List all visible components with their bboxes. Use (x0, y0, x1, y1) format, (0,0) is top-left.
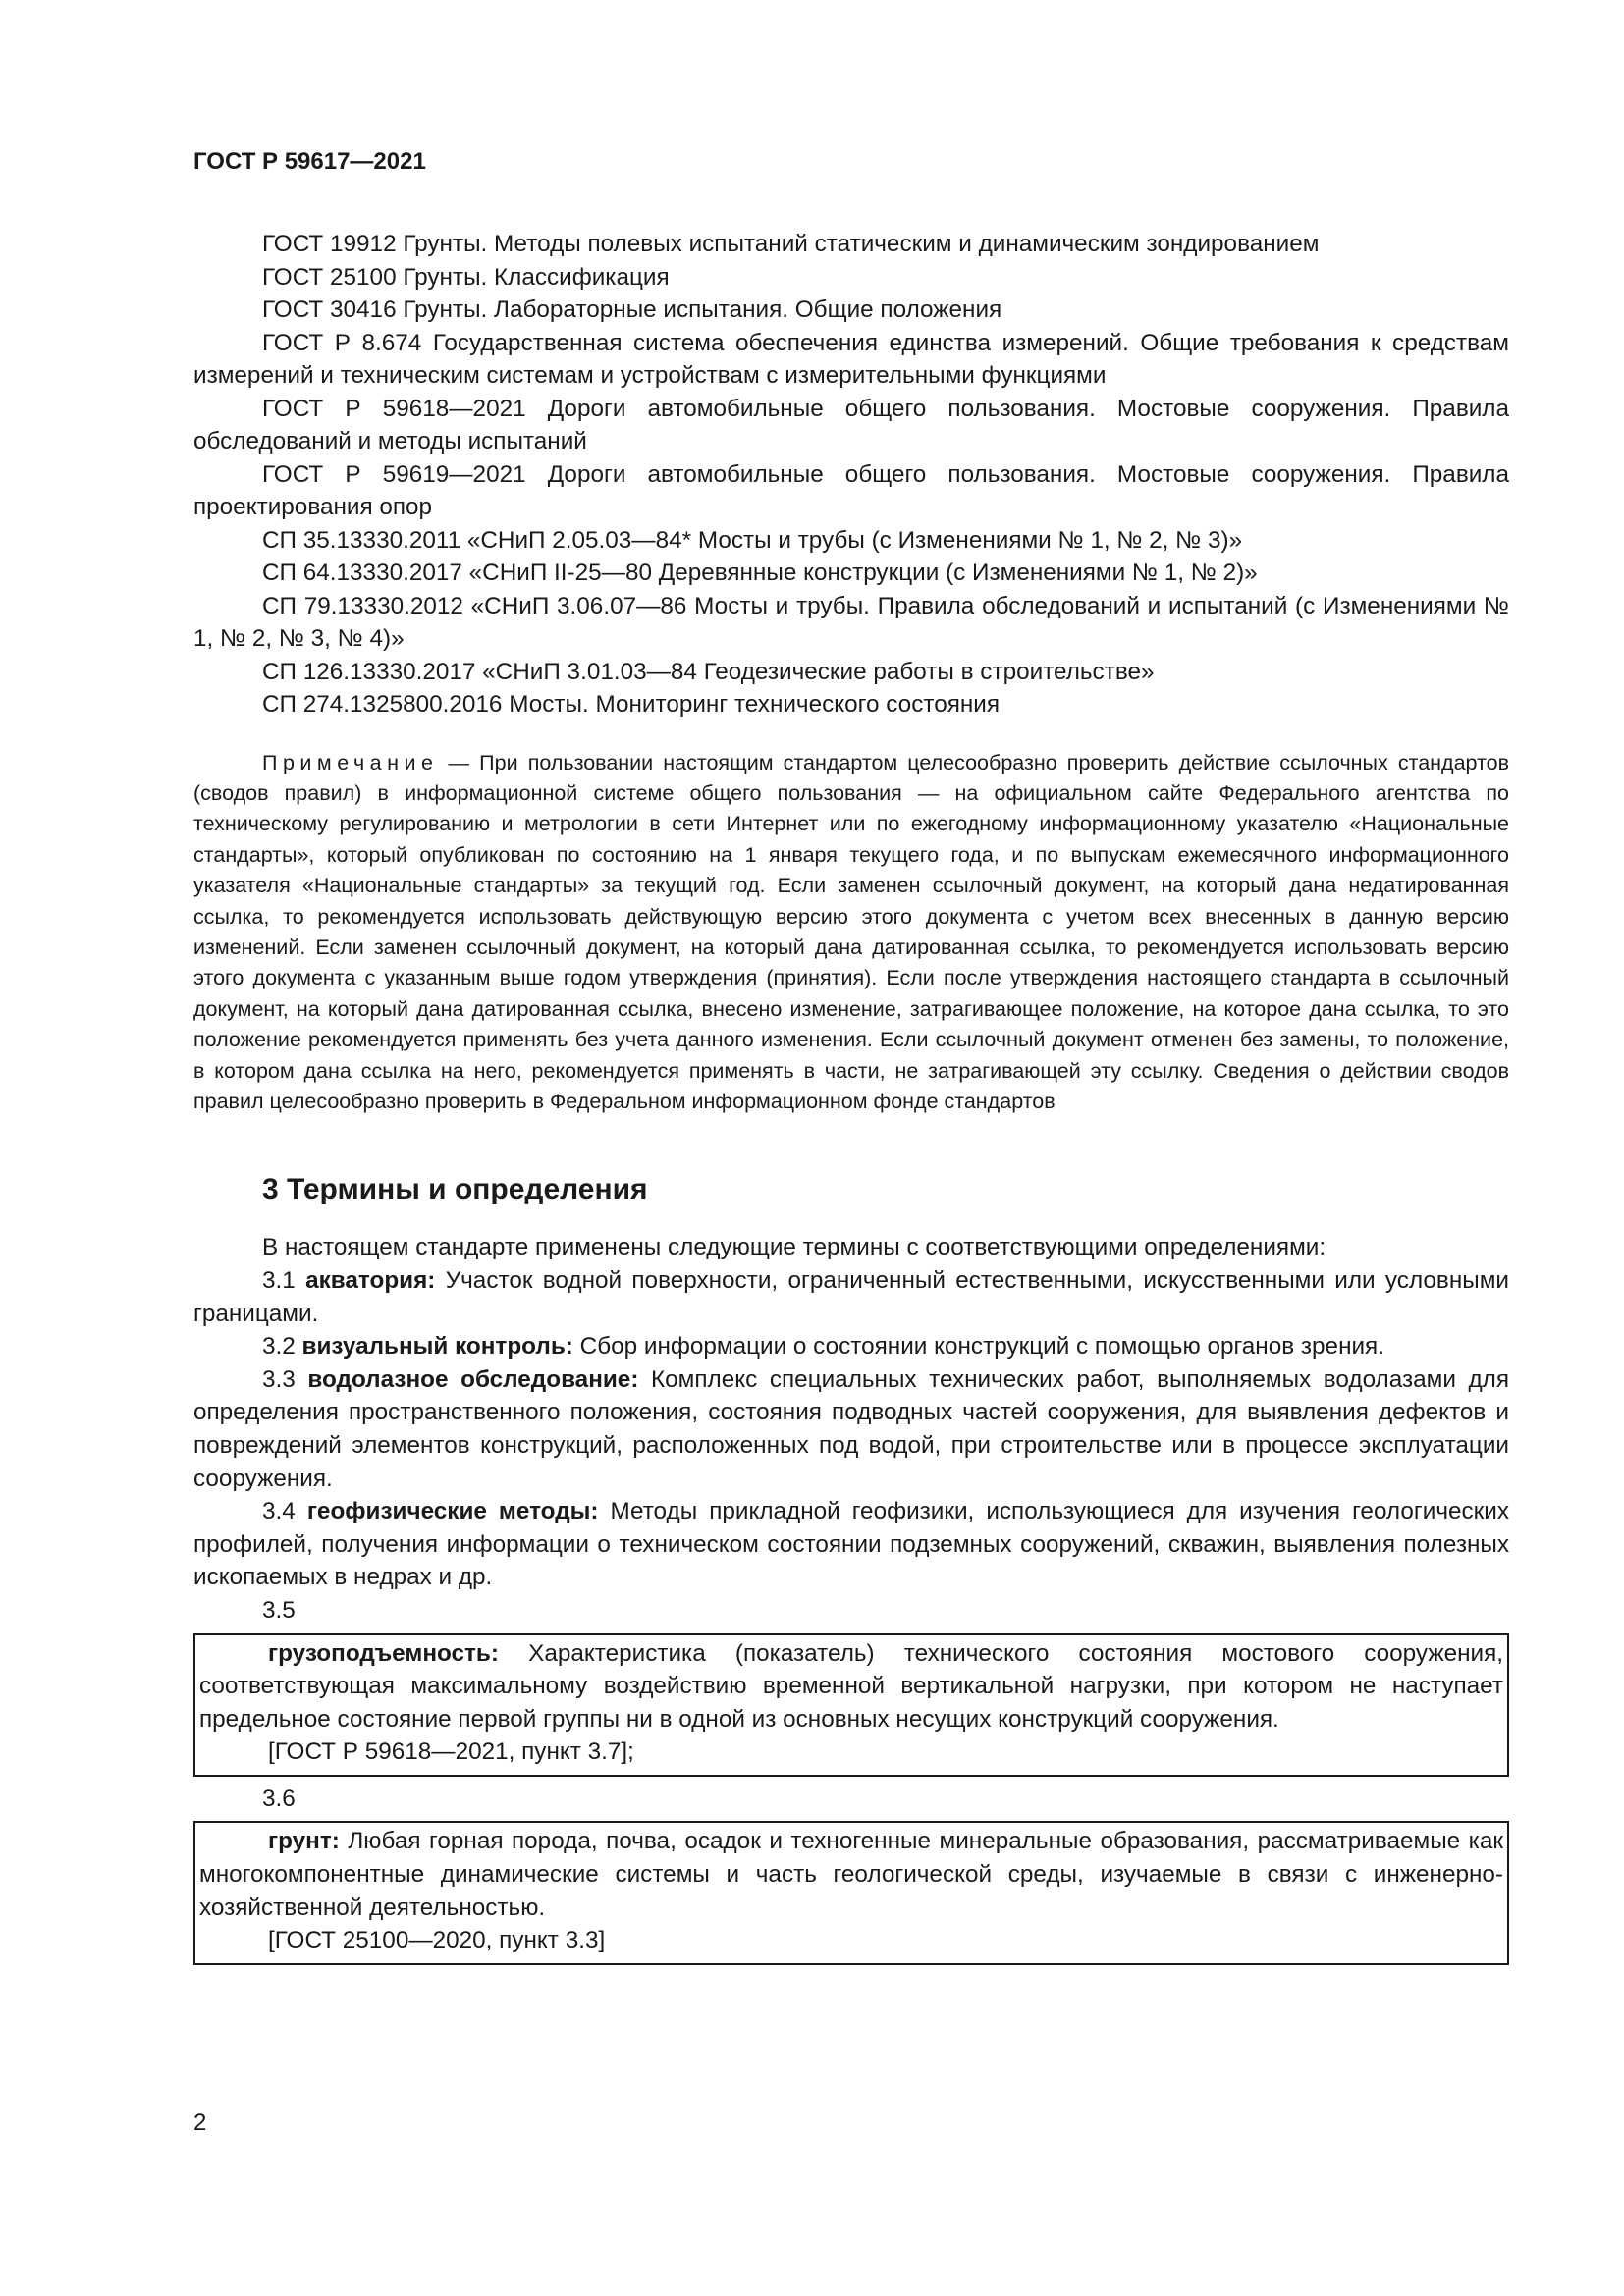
boxed-term-entry (195, 1825, 1507, 1924)
note-label: Примечание (262, 750, 439, 774)
standard-number-header: ГОСТ Р 59617—2021 (193, 148, 426, 175)
document-page (193, 147, 1509, 1971)
term-definition: Методы прикладной геофизики, использующиеся для изучения геологических профилей, получения информации о техническом состоянии подземных сооружений, скважин, выявления полезных ископаемых в недрах и др. (193, 1498, 1509, 1591)
term-definition: Сбор информации о состоянии конструкций с помощью органов зрения. (572, 1333, 1384, 1361)
reference-item: СП 274.1325800.2016 Мосты. Мониторинг технического состояния (262, 691, 1001, 718)
reference-item: ГОСТ 30416 Грунты. Лабораторные испытания. Общие положения (262, 296, 1002, 323)
reference-item: СП 35.13330.2011 «СНиП 2.05.03—84* Мосты и трубы (с Изменениями № 1, № 2, № 3)» (262, 526, 1243, 554)
note-paragraph (193, 748, 1509, 1118)
term-definition: Комплекс специальных технических работ, выполняемых водолазами для определения пространственного положения, состояния подводных частей сооружения, для выявления дефектов и повреждений элементов конструкций, расположенных под водой, при строительстве или в процессе эксплуатации сооружения. (193, 1365, 1509, 1492)
term-entry (193, 1495, 1509, 1594)
term-source: [ГОСТ 25100—2020, пункт 3.3] (268, 1927, 606, 1954)
term-number: 3.1 (262, 1266, 296, 1294)
reference-item: СП 64.13330.2017 «СНиП II-25—80 Деревянные конструкции (с Изменениями № 1, № 2)» (262, 560, 1258, 586)
term-definition: Участок водной поверхности, ограниченный естественными, искусственными или условными границами. (193, 1266, 1509, 1327)
term-word: водолазное обследование: (307, 1365, 639, 1393)
term-source: [ГОСТ Р 59618—2021, пункт 3.7]; (268, 1738, 634, 1766)
reference-item: СП 126.13330.2017 «СНиП 3.01.03—84 Геодезические работы в строительстве» (262, 658, 1155, 685)
term-definition: Характеристика (показатель) технического состояния мостового сооружения, соответствующая максимальному воздействию временной вертикальной нагрузки, при котором не наступает предельное состояние первой группы ни в одной из основных несущих конструкций сооружения. (199, 1639, 1503, 1733)
section-intro: В настоящем стандарте применены следующие термины с соответствующими определениями: (262, 1234, 1326, 1261)
term-number: 3.3 (262, 1365, 296, 1393)
term-entry (193, 1330, 1509, 1363)
term-word: грузоподъемность: (268, 1639, 499, 1667)
term-entry (193, 1363, 1509, 1495)
reference-item: ГОСТ Р 8.674 Государственная система обеспечения единства измерений. Общие требования к средствам измерений и техническим системам и устройствам с измерительными функциями (193, 329, 1509, 389)
reference-item: СП 79.13330.2012 «СНиП 3.06.07—86 Мосты и трубы. Правила обследований и испытаний (с Изменениями № 1, № 2, № 3, № 4)» (193, 592, 1509, 652)
section-heading: 3 Термины и определения (262, 1173, 648, 1206)
term-definition: Любая горная порода, почва, осадок и техногенные минеральные образования, рассматриваемые как многокомпонентные динамические системы и часть геологической среды, изучаемые в связи с инженерно-хозяйственной деятельностью. (199, 1828, 1503, 1921)
term-number: 3.4 (262, 1498, 296, 1525)
term-number: 3.5 (262, 1596, 296, 1624)
reference-item: ГОСТ 25100 Грунты. Классификация (262, 263, 670, 291)
terms-section (193, 1231, 1509, 1964)
term-word: акватория: (305, 1266, 436, 1294)
term-entry (193, 1264, 1509, 1330)
boxed-term-frame (193, 1821, 1509, 1964)
term-word: визуальный контроль: (301, 1333, 573, 1361)
note-text: — При пользовании настоящим стандартом целесообразно проверить действие ссылочных стандартов (сводов правил) в информационной системе общего пользования — на официальном сайте Федерального агентства по техническому регулированию и метрологии в сети Интернет или по ежегодному информационному указателю «Национальные стандарты», который опубликован по состоянию на 1 января текущего года, и по выпускам ежемесячного информационного указателя «Национальные стандарты» за текущий год. Если заменен ссылочный документ, на который дана недатированная ссылка, то рекомендуется использовать действующую версию этого документа с учетом всех внесенных в данную версию изменений. Если заменен ссылочный документ, на который дана датированная ссылка, то рекомендуется использовать версию этого документа с указанным выше годом утверждения (принятия). Если после утверждения настоящего стандарта в ссылочный документ, на который дана датированная ссылка, внесено изменение, затрагивающее положение, на которое дана ссылка, то это положение рекомендуется применять без учета данного изменения. Если ссылочный документ отменен без замены, то положение, в котором дана ссылка на него, рекомендуется применять в части, не затрагивающей эту ссылку. Сведения о действии сводов правил целесообразно проверить в Федеральном информационном фонде стандартов (193, 750, 1509, 1113)
reference-item: ГОСТ 19912 Грунты. Методы полевых испытаний статическим и динамическим зондированием (262, 231, 1320, 257)
boxed-term-entry (195, 1637, 1507, 1736)
page-number: 2 (193, 2109, 207, 2136)
term-word: геофизические методы: (306, 1498, 599, 1525)
reference-item: ГОСТ Р 59618—2021 Дороги автомобильные общего пользования. Мостовые сооружения. Правила обследований и методы испытаний (193, 395, 1509, 454)
term-word: грунт: (268, 1828, 340, 1855)
reference-item: ГОСТ Р 59619—2021 Дороги автомобильные общего пользования. Мостовые сооружения. Правила проектирования опор (193, 460, 1509, 520)
normative-references-list (193, 228, 1509, 721)
term-number: 3.6 (262, 1785, 296, 1812)
boxed-term-frame (193, 1633, 1509, 1777)
term-number: 3.2 (262, 1333, 296, 1361)
